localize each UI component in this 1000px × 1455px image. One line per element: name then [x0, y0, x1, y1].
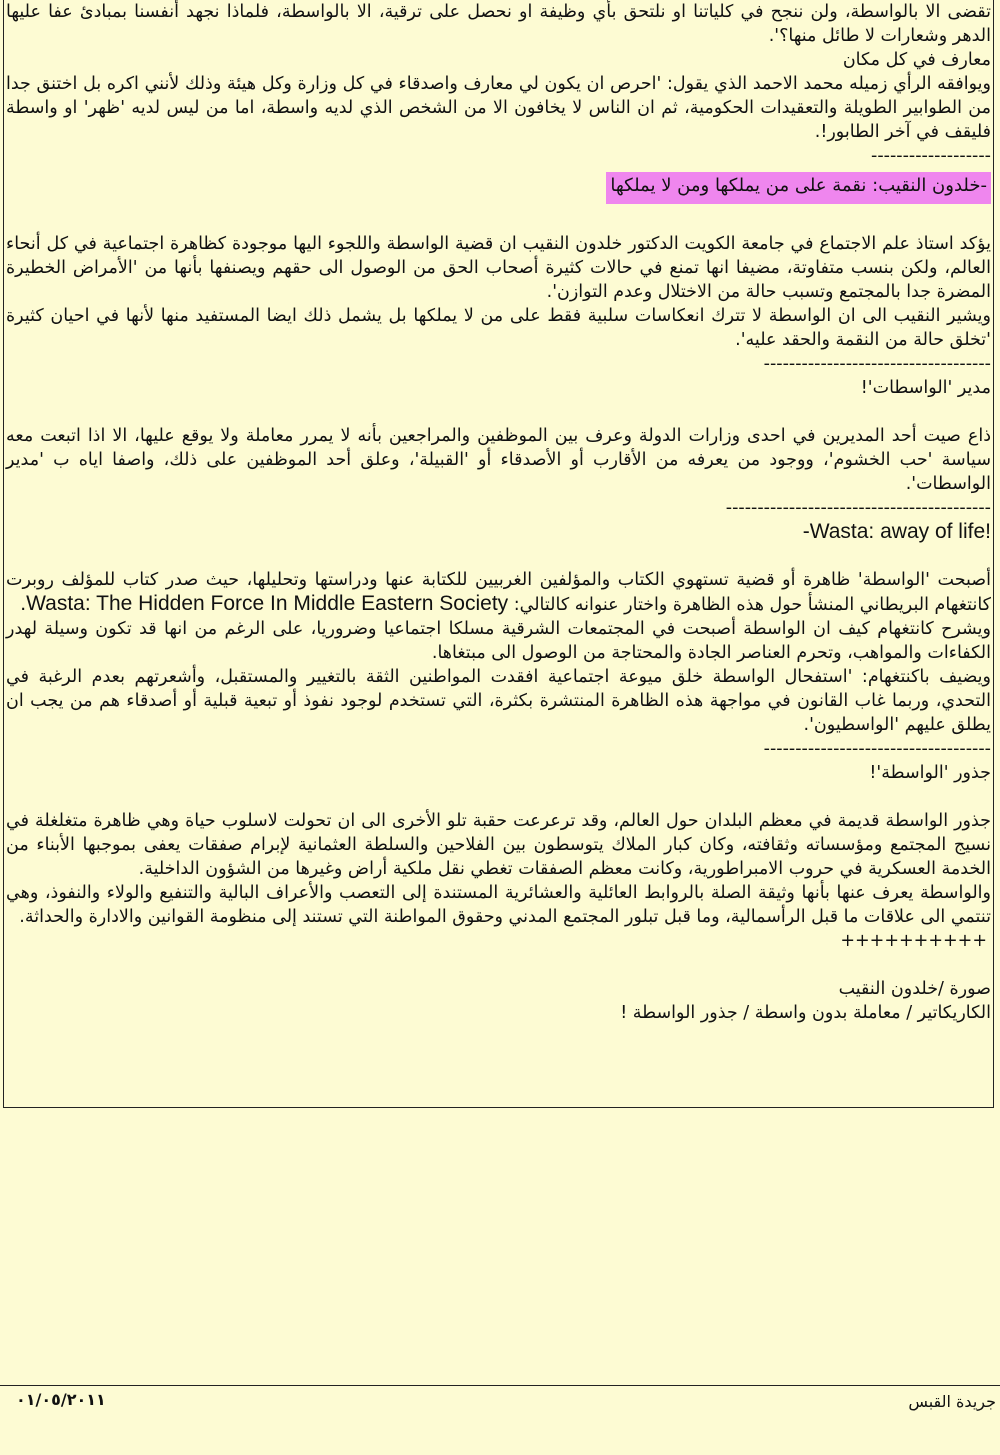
page-footer	[0, 1385, 1000, 1426]
subheading-roots: جذور 'الواسطة'!	[869, 763, 991, 783]
paragraph-roots-1: جذور الواسطة قديمة في معظم البلدان حول العالم، وقد ترعرعت حقبة تلو الأخرى الى ان تحولت لاسلوب حياة وهي ظاهرة متغلغلة في نسيج المجتمع ومؤسساته وثقافته، وكان كبار الملاك يتوسطون بين الفلاحين والسلطة العثمانية لإبرام صفقات يعفى بموجبها الأبناء من الخدمة العسكرية في حروب الامبراطورية، وكانت معظم الصفقات تغطي نقل ملكية أراض وغيرها من الشؤون الداخلية.	[6, 811, 991, 879]
subheading-connections: معارف في كل مكان	[842, 50, 991, 70]
caption-photo: صورة /خلدون النقيب	[838, 979, 991, 999]
article-body	[6, 0, 994, 1025]
plus-separator: ++++++++++	[840, 931, 987, 951]
book-intro-text: أصبحت 'الواسطة' ظاهرة أو قضية تستهوي الكتاب والمؤلفين الغربيين للكتابة عنها ودراستها وتحليلها، حيث صدر كتاب للمؤلف روبرت كانتغهام البريطاني المنشأ حول هذه الظاهرة واختار عنوانه كالتالي:	[6, 570, 991, 615]
separator-rule: ------------------------------------------	[725, 498, 991, 518]
paragraph-ahmad: ويوافقه الرأي زميله محمد الاحمد الذي يقول: 'احرص ان يكون لي معارف واصدقاء في كل وزارة وكل هيئة وذلك لأنني اكره بل اختنق جدا من الطوابير الطويلة والتعقيدات الحكومية، ثم ان الناس لا يخافون الا من الشخص الذي لديه واسطة، اما من ليس لديه 'ظهر' او واسطة فليقف في آخر الطابور!.	[6, 74, 991, 142]
highlighted-heading: -خلدون النقيب: نقمة على من يملكها ومن لا يملكها	[606, 172, 991, 204]
subheading-manager: مدير 'الواسطات'!	[860, 378, 991, 398]
separator-rule: -------------------	[871, 146, 991, 166]
paragraph-roots-2: والواسطة يعرف عنها بأنها وثيقة الصلة بالروابط العائلية والعشائرية المستندة إلى التعصب والأعراف البالية والتنفيع والولاء والنفوذ، وهي تنتمي الى علاقات ما قبل الرأسمالية، وما قبل تبلور المجتمع المدني وحقوق المواطنة التي تستند إلى منظومة القوانين والادارة والحداثة.	[6, 883, 991, 927]
paragraph-manager: ذاع صيت أحد المديرين في احدى وزارات الدولة وعرف بين الموظفين والمراجعين بأنه لا يمرر معاملة ولا يوقع عليها، الا اذا اتبعت معه سياسة 'حب الخشوم'، ووجود من يعرفه من الأقارب أو الأصدقاء أو 'القبيلة'، وعلق أحد الموظفين على ذلك، واصفا اياه ب 'مدير الواسطات'.	[6, 426, 991, 494]
newspaper-name: جريدة القبس	[908, 1392, 996, 1411]
book-title: Wasta: The Hidden Force In Middle Eastern Society.	[20, 592, 509, 615]
paragraph-naqib-1: يؤكد استاذ علم الاجتماع في جامعة الكويت الدكتور خلدون النقيب ان قضية الواسطة واللجوء اليها موجودة كظاهرة اجتماعية في كل أنحاء العالم، ولكن بنسب متفاوتة، مضيفا انها تمنع في حالات كثيرة أصحاب الحق من الوصول الى حقهم ويصنفها بأنها من 'الأمراض الخطيرة المضرة جدا بالمجتمع وتسبب حالة من الاختلال وعدم التوازن'.	[6, 234, 991, 302]
paragraph-cunningham-2: ويضيف باكنتغهام: 'استفحال الواسطة خلق ميوعة اجتماعية افقدت المواطنين الثقة بالتغيير والمستقبل، وأشعرتهم بعدم الرغبة في التحدي، وربما غاب القانون في مواجهة هذه الظاهرة المنتشرة بكثرة، التي تستخدم لوجود نفوذ أو تبعية قبلية أو أصدقاء هم من يجب ان يطلق عليهم 'الواسطيون'.	[6, 667, 991, 735]
paragraph-intro: تقضى الا بالواسطة، ولن ننجح في كلياتنا او نلتحق بأي وظيفة او نحصل على ترقية، الا بالواسطة، فلماذا نجهد أنفسنا بمبادئ عفا عليها الدهر وشعارات لا طائل منها؟'.	[6, 2, 991, 46]
separator-rule: ------------------------------------	[763, 354, 991, 374]
caption-cartoon: الكاريكاتير / معاملة بدون واسطة / جذور الواسطة !	[620, 1003, 991, 1023]
subheading-wasta-english: -Wasta: away of life!	[802, 520, 991, 543]
paragraph-book-intro	[6, 568, 991, 617]
paragraph-naqib-2: ويشير النقيب الى ان الواسطة لا تترك انعكاسات سلبية فقط على من لا يملكها بل يشمل ذلك ايضا المستفيد منها لأنها في احيان كثيرة 'تخلق حالة من النقمة والحقد عليه'.	[6, 306, 991, 350]
publication-date: ٠١/٠٥/٢٠١١	[16, 1390, 106, 1409]
separator-rule: ------------------------------------	[763, 739, 991, 759]
paragraph-cunningham-1: ويشرح كانتغهام كيف ان الواسطة أصبحت في المجتمعات الشرقية مسلكا اجتماعيا وضروريا، على الرغم من انها قد تكون وسيلة لهدر الكفاءات والمواهب، وتحرم العناصر الجادة والمحتاجة من الوصول الى مبتغاها.	[6, 619, 991, 663]
